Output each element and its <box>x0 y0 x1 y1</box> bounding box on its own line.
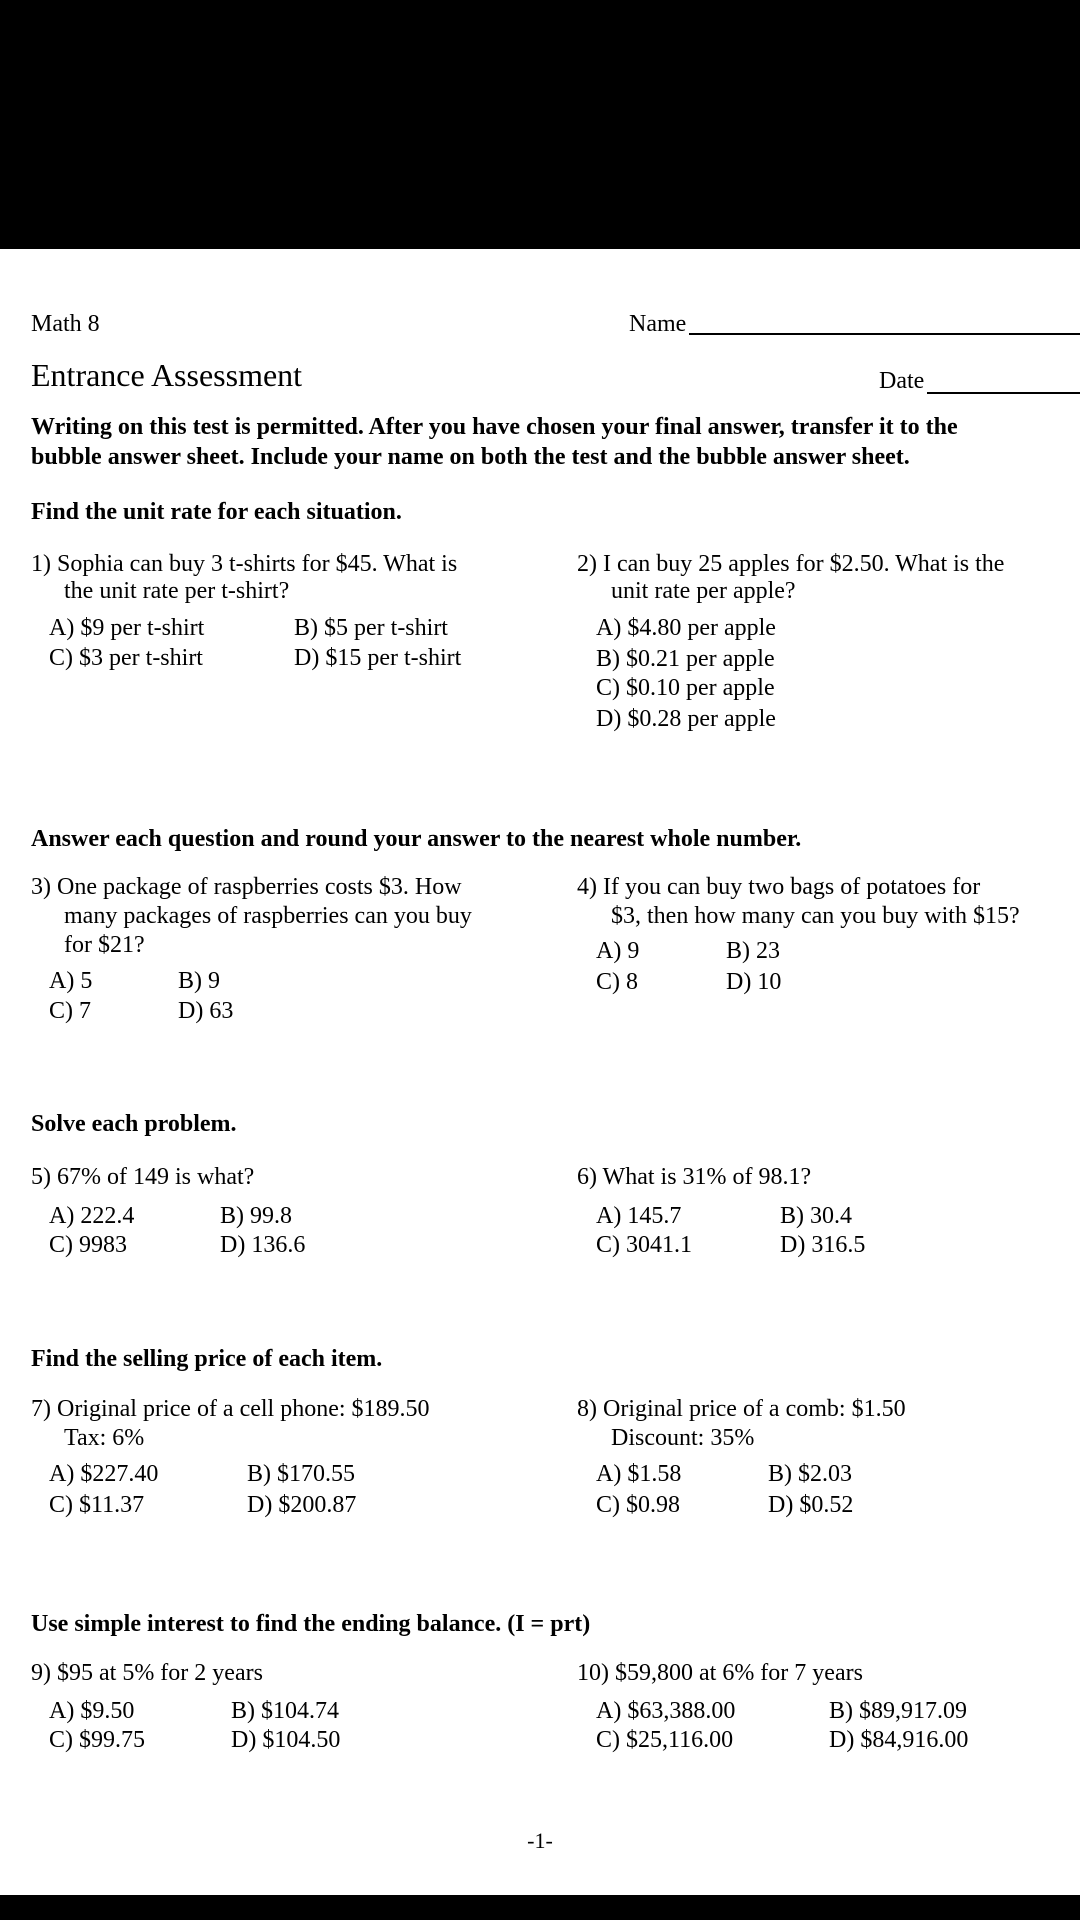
choice: D) 10 <box>726 969 782 995</box>
question-1: 1) Sophia can buy 3 t-shirts for $45. What is <box>31 551 458 577</box>
choice: A) $9.50 <box>49 1698 135 1724</box>
choice: B) $2.03 <box>768 1461 852 1487</box>
question-8: 8) Original price of a comb: $1.50 <box>577 1396 906 1422</box>
question-9: 9) $95 at 5% for 2 years <box>31 1660 263 1686</box>
choice: B) 30.4 <box>780 1203 852 1229</box>
question-2-cont: unit rate per apple? <box>611 578 796 604</box>
question-5: 5) 67% of 149 is what? <box>31 1164 255 1190</box>
choice: C) 8 <box>596 969 638 995</box>
question-10: 10) $59,800 at 6% for 7 years <box>577 1660 863 1686</box>
section-heading: Answer each question and round your answer to the nearest whole number. <box>31 826 802 852</box>
choice: A) 145.7 <box>596 1203 682 1229</box>
choice: C) $0.10 per apple <box>596 675 775 701</box>
choice: C) $25,116.00 <box>596 1727 734 1753</box>
question-3-cont: many packages of raspberries can you buy <box>64 903 472 929</box>
choice: B) $89,917.09 <box>829 1698 967 1724</box>
section-heading: Find the unit rate for each situation. <box>31 499 402 525</box>
question-8-cont: Discount: 35% <box>611 1425 755 1451</box>
choice: C) $99.75 <box>49 1727 145 1753</box>
choice: D) $84,916.00 <box>829 1727 969 1753</box>
choice: A) 9 <box>596 938 640 964</box>
question-3: 3) One package of raspberries costs $3. How <box>31 874 462 900</box>
question-1-cont: the unit rate per t-shirt? <box>64 578 290 604</box>
question-4: 4) If you can buy two bags of potatoes for <box>577 874 981 900</box>
choice: B) $5 per t-shirt <box>294 615 448 641</box>
bottom-black-bar <box>0 1895 1080 1920</box>
choice: A) 5 <box>49 968 93 994</box>
question-3-cont: for $21? <box>64 932 145 958</box>
choice: A) $1.58 <box>596 1461 682 1487</box>
date-label: Date <box>879 368 925 394</box>
choice: D) 316.5 <box>780 1232 866 1258</box>
choice: A) $4.80 per apple <box>596 615 776 641</box>
choice: C) 7 <box>49 998 91 1024</box>
choice: B) $0.21 per apple <box>596 646 775 672</box>
choice: A) $9 per t-shirt <box>49 615 205 641</box>
section-heading: Find the selling price of each item. <box>31 1346 383 1372</box>
date-line <box>927 392 1080 394</box>
choice: A) 222.4 <box>49 1203 135 1229</box>
choice: D) $0.28 per apple <box>596 706 776 732</box>
choice: D) $200.87 <box>247 1492 357 1518</box>
choice: C) 3041.1 <box>596 1232 692 1258</box>
question-7: 7) Original price of a cell phone: $189.50 <box>31 1396 430 1422</box>
choice: B) 23 <box>726 938 780 964</box>
question-2: 2) I can buy 25 apples for $2.50. What is the <box>577 551 1005 577</box>
question-7-cont: Tax: 6% <box>64 1425 145 1451</box>
choice: A) $63,388.00 <box>596 1698 736 1724</box>
choice: D) $0.52 <box>768 1492 854 1518</box>
question-6: 6) What is 31% of 98.1? <box>577 1164 812 1190</box>
top-black-bar <box>0 0 1080 249</box>
instructions-line: bubble answer sheet. Include your name on both the test and the bubble answer sheet. <box>31 444 910 470</box>
page-number: -1- <box>527 1828 553 1853</box>
choice: D) $15 per t-shirt <box>294 645 462 671</box>
name-label: Name <box>629 311 687 337</box>
instructions-line: Writing on this test is permitted. After you have chosen your final answer, transfer it to the <box>31 414 958 440</box>
section-heading: Solve each problem. <box>31 1111 237 1137</box>
choice: A) $227.40 <box>49 1461 159 1487</box>
choice: C) $0.98 <box>596 1492 680 1518</box>
choice: B) $104.74 <box>231 1698 339 1724</box>
course-label: Math 8 <box>31 311 100 337</box>
choice: B) $170.55 <box>247 1461 355 1487</box>
choice: B) 99.8 <box>220 1203 292 1229</box>
choice: C) $3 per t-shirt <box>49 645 203 671</box>
choice: C) 9983 <box>49 1232 127 1258</box>
section-heading: Use simple interest to find the ending balance. (I = prt) <box>31 1611 591 1637</box>
name-line <box>689 333 1080 335</box>
choice: C) $11.37 <box>49 1492 145 1518</box>
choice: D) 63 <box>178 998 234 1024</box>
question-4-cont: $3, then how many can you buy with $15? <box>611 903 1020 929</box>
choice: D) $104.50 <box>231 1727 341 1753</box>
page-title: Entrance Assessment <box>31 357 303 393</box>
choice: D) 136.6 <box>220 1232 306 1258</box>
choice: B) 9 <box>178 968 220 994</box>
